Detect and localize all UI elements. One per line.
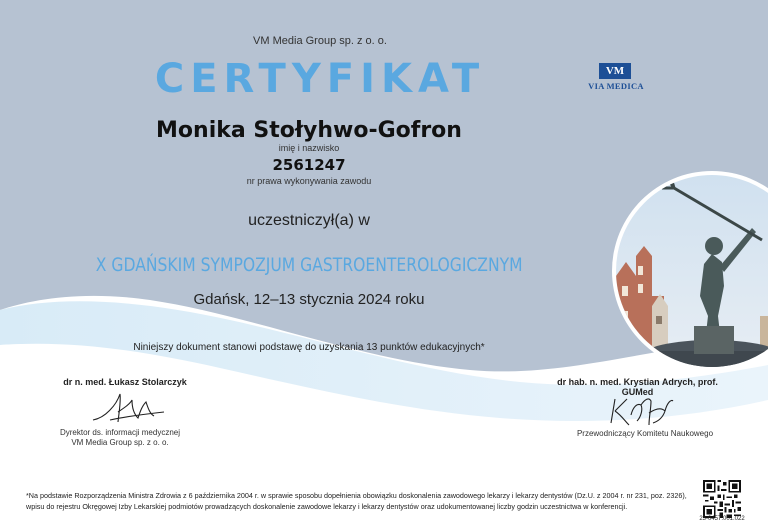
event-name: X GDAŃSKIM SYMPOZJUM GASTROENTEROLOGICZNYM [95,254,523,276]
right-signatory-role: Przewodniczący Komitetu Naukowego [576,429,714,438]
logo-icon: VM [599,63,631,79]
recipient-name: Monika Stołyhwo-Gofron [156,118,462,143]
legal-footnote: *Na podstawie Rozporządzenia Ministra Zdrowia z 6 października 2004 r. w sprawie sposobu dopełnienia obowiązku doskonalenia zawodowego lekarzy i lekarzy dentystów (Dz.U. z 2004 r. nr 231, poz. 2326), wpisu do rejestru Okręgowej Izby Lekarskiej podmiotów prowadzących doskonalenie zawodowe lekarzy i lekarzy dentystów oraz udokumentowanej liczby godzin uczestnictwa w konferencji. [26,491,687,511]
left-signatory-company: VM Media Group sp. z o. o. [71,438,169,447]
via-medica-logo [586,63,646,93]
left-signatory-role: Dyrektor ds. informacji medycznej [59,428,181,437]
signature-icon [603,395,678,429]
neptune-fountain-photo [612,166,768,376]
right-signatory-name: dr hab. n. med. Krystian Adrych, prof. GUMed [557,377,718,397]
signature-icon [88,390,168,426]
recipient-name-caption: imię i nazwisko [278,143,340,153]
points-statement: Niniejszy dokument stanowi podstawę do uzyskania 13 punktów edukacyjnych* [133,342,485,353]
participation-text: uczestniczył(a) w [248,212,370,229]
logo-text: VIA MEDICA [588,81,644,91]
event-place-date: Gdańsk, 12–13 stycznia 2024 roku [193,291,425,308]
qr-code-icon [703,480,741,518]
license-number: 2561247 [272,156,346,174]
qr-code-id: 23-0457.001.022 [699,516,745,522]
certificate-title: CERTYFIKAT [154,56,486,102]
license-caption: nr prawa wykonywania zawodu [246,176,372,186]
left-signatory-name: dr n. med. Łukasz Stolarczyk [63,377,187,387]
publisher-name: VM Media Group sp. z o. o. [253,35,387,47]
